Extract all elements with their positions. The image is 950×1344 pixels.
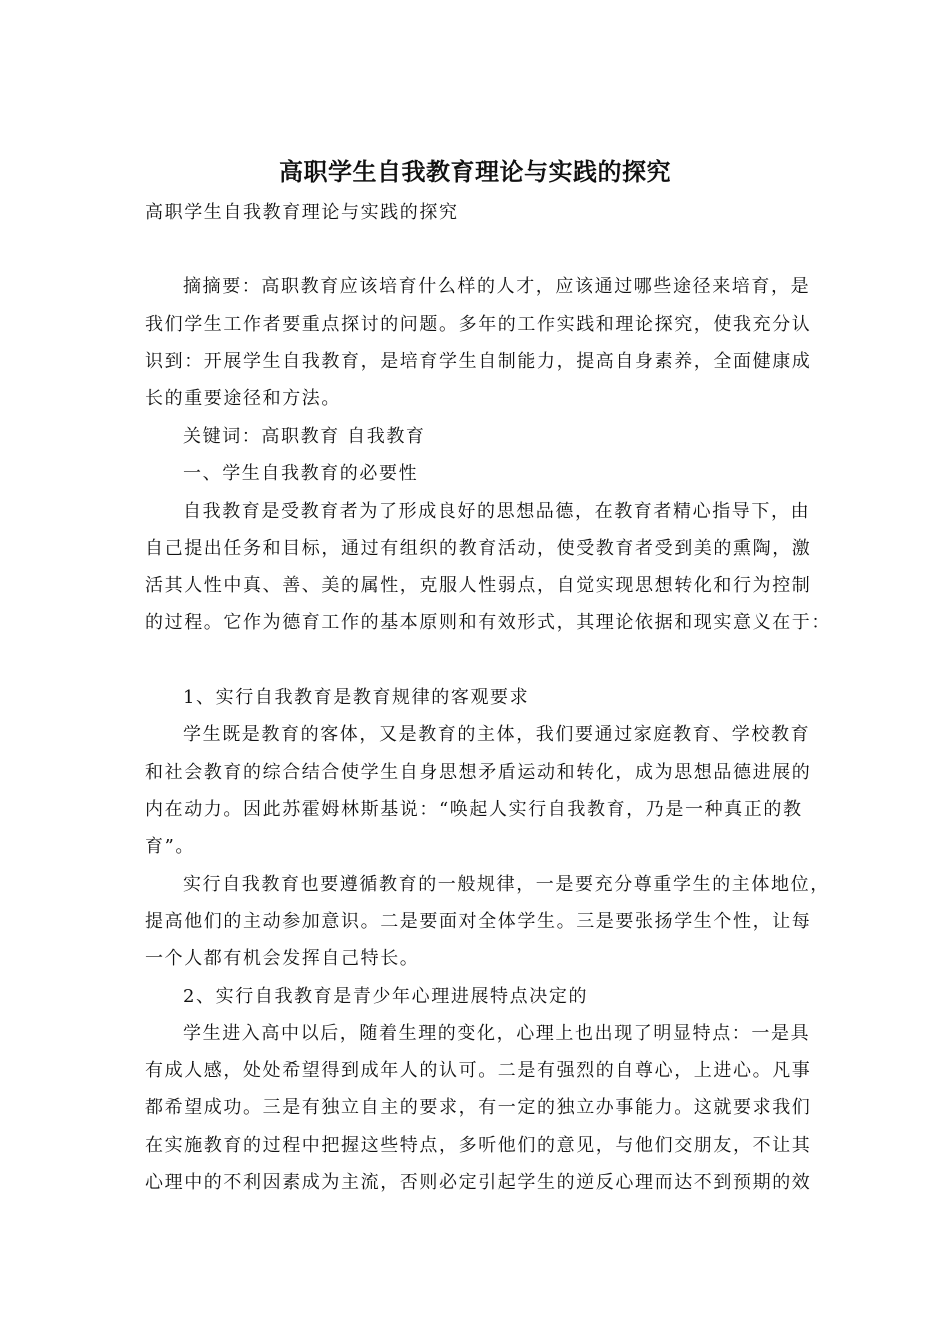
- paragraph-line: 学生进入高中以后，随着生理的变化，心理上也出现了明显特点：一是具: [183, 1023, 811, 1044]
- document-title: 高职学生自我教育理论与实践的探究: [279, 157, 671, 186]
- paragraph-line: 提高他们的主动参加意识。二是要面对全体学生。三是要张扬学生个性，让每: [145, 911, 812, 932]
- paragraph-line: 都希望成功。三是有独立自主的要求，有一定的独立办事能力。这就要求我们: [145, 1097, 812, 1118]
- paragraph-line: 心理中的不利因素成为主流，否则必定引起学生的逆反心理而达不到预期的效: [145, 1172, 812, 1193]
- abstract-line: 我们学生工作者要重点探讨的问题。多年的工作实践和理论探究，使我充分认: [145, 314, 812, 335]
- paragraph-line: 自我教育是受教育者为了形成良好的思想品德，在教育者精心指导下，由: [183, 501, 811, 522]
- paragraph-line: 有成人感，处处希望得到成年人的认可。二是有强烈的自尊心，上进心。凡事: [145, 1060, 812, 1081]
- paragraph-line: 学生既是教育的客体，又是教育的主体，我们要通过家庭教育、学校教育: [183, 724, 811, 745]
- paragraph-line: 一个人都有机会发挥自己特长。: [145, 948, 420, 969]
- subsection-heading: 2、实行自我教育是青少年心理进展特点决定的: [183, 986, 589, 1007]
- abstract-line: 摘摘要：高职教育应该培育什么样的人才，应该通过哪些途径来培育，是: [183, 276, 811, 297]
- paragraph-line: 自己提出任务和目标，通过有组织的教育活动，使受教育者受到美的熏陶，激: [145, 538, 812, 559]
- section-heading: 一、学生自我教育的必要性: [183, 463, 419, 484]
- paragraph-line: 在实施教育的过程中把握这些特点，多听他们的意见，与他们交朋友，不让其: [145, 1135, 812, 1156]
- abstract-line: 识到：开展学生自我教育，是培育学生自制能力，提高自身素养，全面健康成: [145, 351, 812, 372]
- paragraph-line: 活其人性中真、善、美的属性，克服人性弱点，自觉实现思想转化和行为控制: [145, 575, 812, 596]
- paragraph-line: 育”。: [145, 836, 196, 857]
- subtitle-line: 高职学生自我教育理论与实践的探究: [145, 202, 459, 223]
- subsection-heading: 1、实行自我教育是教育规律的客观要求: [183, 687, 530, 708]
- paragraph-line: 和社会教育的综合结合使学生自身思想矛盾运动和转化，成为思想品德进展的: [145, 762, 812, 783]
- paragraph-line: 的过程。它作为德育工作的基本原则和有效形式，其理论依据和现实意义在于：: [145, 612, 831, 633]
- abstract-line: 长的重要途径和方法。: [145, 388, 341, 409]
- keywords-line: 关键词：高职教育 自我教育: [183, 426, 426, 447]
- paragraph-line: 实行自我教育也要遵循教育的一般规律，一是要充分尊重学生的主体地位，: [183, 874, 830, 895]
- paragraph-line: 内在动力。因此苏霍姆林斯基说：“唤起人实行自我教育，乃是一种真正的教: [145, 799, 803, 820]
